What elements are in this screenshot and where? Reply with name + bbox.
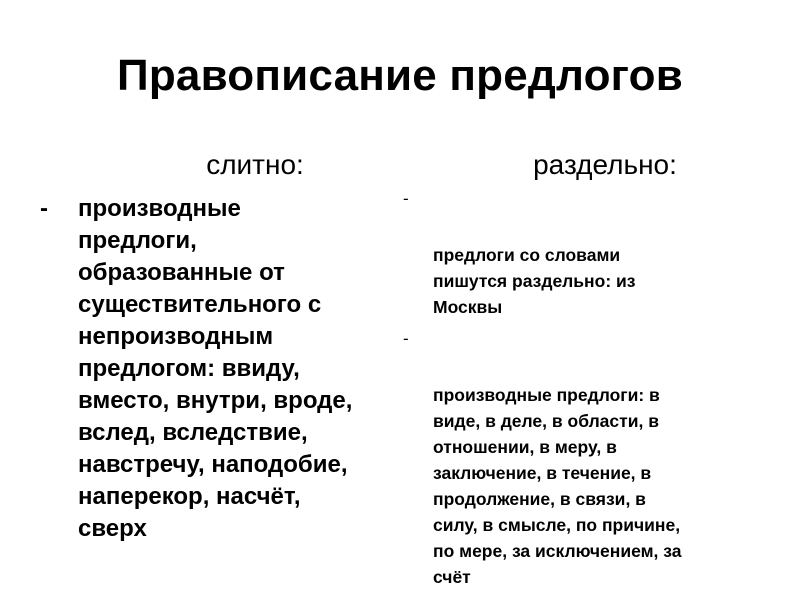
right-column-item-1-bullet: - <box>403 189 409 208</box>
right-column-item-2-bullet: - <box>403 329 409 348</box>
right-column-item-2 <box>403 330 773 590</box>
right-column-item-1-text: предлоги со словами пишутся раздельно: из Москвы <box>433 245 636 317</box>
right-column-item-1 <box>403 190 773 320</box>
right-column-heading: раздельно: <box>533 149 677 180</box>
right-column-list <box>403 190 773 600</box>
left-column-heading: слитно: <box>206 149 304 180</box>
left-column-bullet: - <box>40 195 48 222</box>
left-column-text: производные предлоги, образованные от существительного с непроизводным предлогом: ввиду, вместо, внутри, вроде, вслед, вследствие, навстречу, наподобие, наперекор, насчёт, сверх <box>78 195 353 542</box>
slide-title: Правописание предлогов <box>117 51 683 100</box>
left-column-body <box>40 193 400 545</box>
right-column-item-2-text: производные предлоги: в виде, в деле, в области, в отношении, в меру, в заключение, в течение, в продолжение, в связи, в силу, в смысле, по причине, по мере, за исключением, за счёт <box>433 385 682 587</box>
